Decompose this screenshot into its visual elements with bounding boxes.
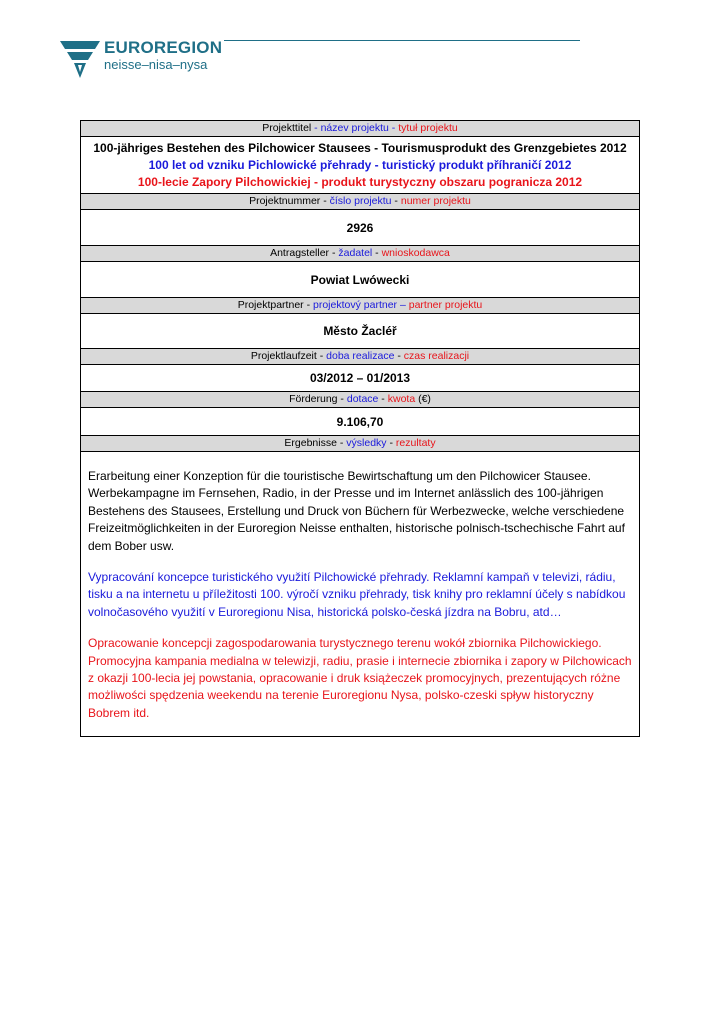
results-cz: Vypracování koncepce turistického využití Pilchowické přehrady. Reklamní kampaň v televizi, rádiu, tisku a na internetu u příležitosti 100. výročí vzniku přehrady, tisk knihy pro reklamní účely s nabídkou volnočasového využití v Euroregionu Nisa, historická polsko-česká jízdra na Bobru, atd… — [88, 570, 626, 619]
project-title-cz: 100 let od vzniku Pichlowické přehrady - turistický produkt příhraničí 2012 — [148, 158, 572, 172]
project-title-de: 100-jähriges Bestehen des Pilchowicer Stausees - Tourismusprodukt des Grenzgebietes 2012 — [93, 141, 627, 155]
logo-title: EUROREGION — [104, 38, 223, 57]
applicant-label: Antragsteller - žadatel - wnioskodawca — [81, 246, 639, 262]
partner-value: Město Žacléř — [81, 314, 639, 349]
project-title-pl: 100-lecie Zapory Pilchowickiej - produkt turystyczny obszaru pogranicza 2012 — [137, 175, 583, 189]
funding-value: 9.106,70 — [81, 408, 639, 436]
project-title-label: Projekttitel - název projektu - tytuł projektu — [81, 121, 639, 137]
project-table — [80, 120, 640, 737]
euroregion-emblem-icon — [60, 38, 102, 80]
results-label: Ergebnisse - výsledky - rezultaty — [81, 436, 639, 452]
project-title — [81, 137, 639, 194]
results-de: Erarbeitung einer Konzeption für die touristische Bewirtschaftung um den Pilchowicer Stausee. Werbekampagne im Fernsehen, Radio, in der Presse und im Internet anlässlich des 100-jährigen Bestehens des Stausees, Erstellung und Druck von Büchern für Werbezwecke, welche verschiedene Freizeitmöglichkeiten in der Euroregion Neisse enthalten, historische polnisch-tschechische Fahrt auf dem Bober usw. — [88, 469, 625, 553]
header-divider — [224, 40, 580, 41]
results-pl: Opracowanie koncepcji zagospodarowania turystycznego terenu wokół zbiornika Pilchowickiego. Promocyjna kampania medialna w telewizji, radiu, prasie i internecie zbiornika i zapory w Pilchowicach z okazji 100-lecia jej powstania, opracowanie i druk książeczek promocyjnych, prezentujących różne możliwości spędzenia weekendu na terenie Euroregionu Nysa, polsko-czeski spływ historyczny Bobrem itd. — [88, 636, 632, 720]
duration-value: 03/2012 – 01/2013 — [81, 365, 639, 392]
partner-label: Projektpartner - projektový partner – partner projektu — [81, 298, 639, 314]
results-body — [81, 452, 639, 736]
euroregion-logo — [60, 38, 260, 82]
duration-label: Projektlaufzeit - doba realizace - czas realizacji — [81, 349, 639, 365]
project-number-label: Projektnummer - číslo projektu - numer projektu — [81, 194, 639, 210]
applicant-value: Powiat Lwówecki — [81, 262, 639, 298]
funding-label: Förderung - dotace - kwota (€) — [81, 392, 639, 408]
logo-subtitle: neisse–nisa–nysa — [104, 57, 208, 72]
project-number: 2926 — [81, 210, 639, 246]
